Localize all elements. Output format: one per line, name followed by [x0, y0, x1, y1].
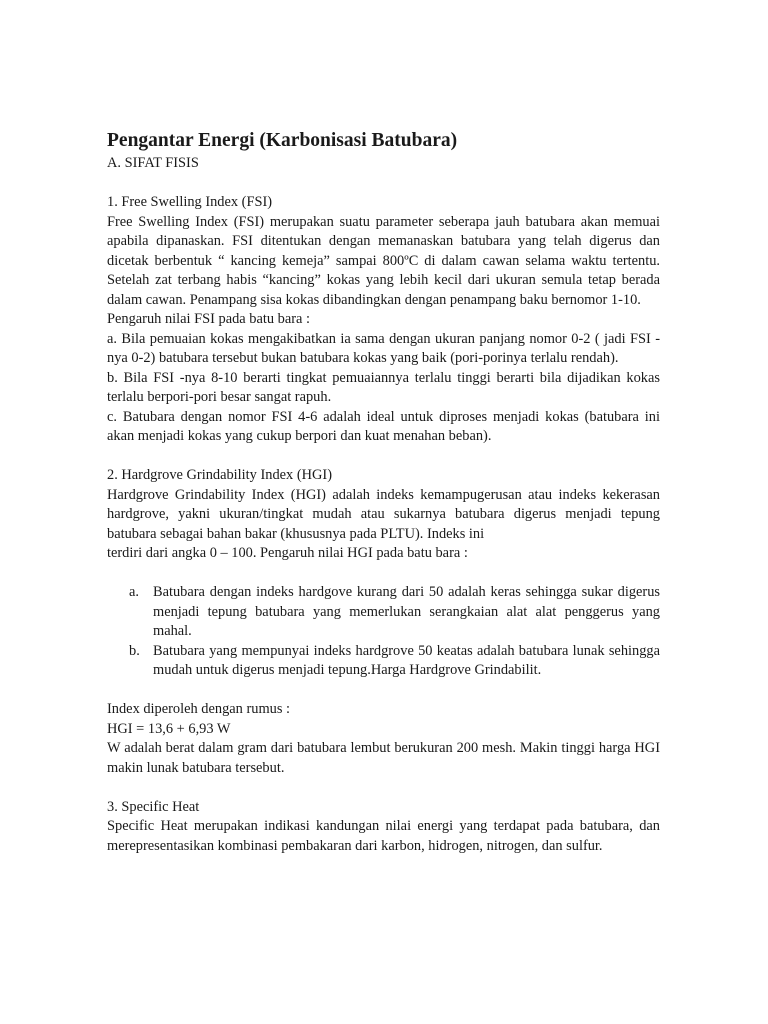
list-item-text: Batubara dengan indeks hardgove kurang dari 50 adalah keras sehingga sukar digerus menjadi tepung batubara yang memerlukan serangkaian alat alat penggerus yang mahal.: [153, 584, 660, 639]
document-page: [107, 128, 660, 856]
specific-heat-heading: 3. Specific Heat: [107, 798, 200, 815]
list-marker: a.: [129, 584, 139, 600]
spacer: [107, 681, 660, 701]
hgi-list: [107, 583, 660, 681]
fsi-item-c: c. Batubara dengan nomor FSI 4-6 adalah ideal untuk diproses menjadi kokas (batubara ini akan menjadi kokas yang cukup berpori dan kuat menahan beban).: [107, 408, 660, 444]
spacer: [107, 564, 660, 584]
list-item: [107, 642, 660, 681]
formula: HGI = 13,6 + 6,93 W: [107, 720, 231, 737]
hgi-paragraph: Hardgrove Grindability Index (HGI) adalah indeks kemampugerusan atau indeks kekerasan hardgrove, yakni ukuran/tingkat mudah atau sukarnya batubara digerus menjadi tepung batubara sebagai bahan bakar (khususnya pada PLTU). Indeks ini: [107, 486, 660, 542]
list-item-text: Batubara yang mempunyai indeks hardgrove 50 keatas adalah batubara lunak sehingga mudah untuk digerus menjadi tepung.Harga Hardgrove Grindabilit.: [153, 642, 660, 678]
document-title: Pengantar Energi (Karbonisasi Batubara): [107, 130, 458, 151]
fsi-paragraph: Free Swelling Index (FSI) merupakan suatu parameter seberapa jauh batubara akan memuai apabila dipanaskan. FSI ditentukan dengan memanaskan batubara yang telah digerus dan dicetak berbentuk “ kancing kemeja” sampai 800ºC di dalam cawan selama waktu tertentu. Setelah zat terbang habis “kancing” kokas yang lebih kecil dari ukuran semula tetap berada dalam cawan. Penampang sisa kokas dibandingkan dengan penampang baku bernomor 1-10.: [107, 213, 660, 308]
fsi-heading: 1. Free Swelling Index (FSI): [107, 194, 273, 210]
spacer: [107, 174, 660, 194]
specific-heat-paragraph: Specific Heat merupakan indikasi kandungan nilai energi yang terdapat pada batubara, dan merepresentasikan kombinasi pembakaran dari karbon, hidrogen, nitrogen, dan sulfur.: [107, 818, 660, 854]
hgi-paragraph-continued: terdiri dari angka 0 – 100. Pengaruh nilai HGI pada batu bara :: [107, 545, 468, 561]
section-heading-a: A. SIFAT FISIS: [107, 155, 199, 171]
formula-intro: Index diperoleh dengan rumus :: [107, 701, 291, 717]
list-marker: b.: [129, 642, 140, 659]
spacer: [107, 447, 660, 467]
fsi-item-b: b. Bila FSI -nya 8-10 berarti tingkat pemuaiannya terlalu tinggi berarti bila dijadikan kokas terlalu berpori-pori besar sangat rapuh.: [107, 369, 660, 405]
fsi-influence-intro: Pengaruh nilai FSI pada batu bara :: [107, 311, 311, 327]
list-item: [107, 583, 660, 642]
spacer: [107, 778, 660, 798]
fsi-item-a: a. Bila pemuaian kokas mengakibatkan ia sama dengan ukuran panjang nomor 0-2 ( jadi FSI -nya 0-2) batubara tersebut bukan batubara kokas yang baik (pori-porinya terlalu rendah).: [107, 330, 660, 366]
formula-explanation: W adalah berat dalam gram dari batubara lembut berukuran 200 mesh. Makin tinggi harga HGI makin lunak batubara tersebut.: [107, 740, 660, 776]
hgi-heading: 2. Hardgrove Grindability Index (HGI): [107, 467, 332, 483]
